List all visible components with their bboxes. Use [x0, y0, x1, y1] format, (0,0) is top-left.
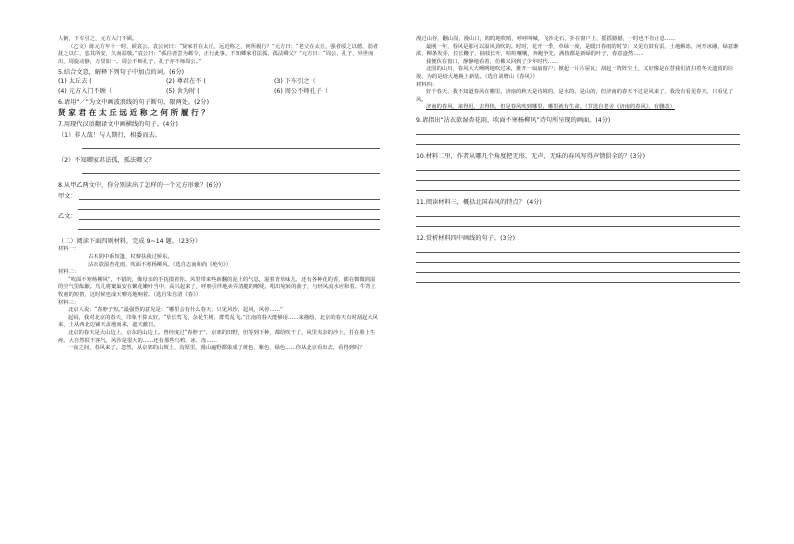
- label-yi: 乙文：: [58, 212, 77, 220]
- q5-opt4: (4) 元方入门不顾（: [58, 87, 113, 95]
- answer-line[interactable]: [416, 181, 740, 191]
- question-11: 11.阅读材料三，概括北国春风的特点？ (4分): [416, 198, 542, 206]
- material-1-title: 材料一：: [58, 246, 80, 253]
- answer-line[interactable]: [416, 207, 740, 217]
- material-4-underlined: 济南的春风，来得迟，去得快，但是春风吹到哪里，哪里就有生命。（节选自老舍《济南的春风》，有删改）: [426, 104, 675, 111]
- label-jia: 甲文：: [58, 192, 77, 200]
- answer-line[interactable]: [416, 135, 740, 145]
- right-column: [416, 36, 740, 283]
- material-3-para-1: 北京人说：“春脖子短。”最强烈的意见是：“哪里会有什么春天，只见风沙，起风，风停……”: [68, 307, 283, 314]
- answer-line[interactable]: [416, 125, 740, 135]
- material-3-cont-4: 北国的山川，春风大大咧咧地吹过来，推开一扇扇窗户；掀起一片片屋瓦；刮起一阵阵尘土，又好像是在替我们清扫着冬天遗留的垃圾，为的是给大地换上新装。（选自刘增山《春风》）: [416, 66, 734, 80]
- text-top: 人俯，下车引之，元方入门不顾。: [58, 36, 138, 42]
- question-9: 9.请指出“沾衣欲湿杏花雨，吹面不寒杨柳风”诗句所呈现的画面。(4分): [416, 116, 611, 124]
- text-yi: （乙文）陈元方年十一时，候袁公。袁公问曰：“贤家君在太丘，远近称之，何所履行？”元方曰：“老父在太丘，强者绥之以德，弱者抚之以仁，恣其所安，久而益敬。”袁公曰：“孤往者尝为邺令，正行此事。不知卿家君法孤，孤法卿父？”元方曰：“周公、孔子，异世而出，周旋动静，万里如一。周公不师孔子，孔子亦不师周公。”: [58, 43, 379, 65]
- q5-opt3: (3) 下车引之（: [274, 78, 316, 86]
- q5-opt5: (5) 舍为时 (: [166, 87, 200, 95]
- question-7: 7.用现代汉语翻译文中画横线的句子。(4分): [58, 121, 178, 129]
- answer-line[interactable]: [416, 161, 740, 171]
- question-6: 6.请用“／”为文中画波浪线的句子断句，限两处。(2分): [58, 99, 210, 107]
- material-2-title: 材料二：: [58, 269, 80, 276]
- q5-opt6: (6) 周公不师孔子（: [274, 87, 329, 95]
- answer-line[interactable]: [416, 217, 740, 227]
- answer-line[interactable]: [416, 243, 740, 253]
- question-5: 5.结合文意，解释下列句子中加点的词。(6分): [58, 69, 185, 77]
- answer-line[interactable]: [78, 200, 380, 210]
- material-3-title: 材料三：: [58, 299, 80, 306]
- answer-line[interactable]: [416, 171, 740, 181]
- answer-jia[interactable]: [58, 190, 380, 200]
- material-4-para-1: 好个春天，我不知道春风在哪里。济南的秋天是诗境的，是水的，是山的，但济南的春天不过是风来了，我没有看见春天，只看见了风。: [416, 89, 734, 103]
- material-3-para-2: 起码，我对北京的春天，印象不算太好。“草长莺飞，杂花生树，群莺乱飞。”江南的春天能够用……来描绘，北京的春天有时刮起大风来，土从西北边铺天盖地而来，遮天蔽日。: [58, 314, 378, 329]
- section-2-heading: （二）阅读下面四则材料，完成 9~14 题。（23分）: [58, 238, 202, 246]
- answer-line[interactable]: [78, 220, 380, 230]
- q7-item-1: （1）非人哉！与人期行，相委而去。: [58, 132, 161, 140]
- material-3-cont-3: 我便伏在窗口，静静地看着，仿佛又回到了少年时代……: [426, 58, 559, 65]
- material-3-para-3: 北京的春天是大山边上，京东的山边上。曾经度过“春脖子”，京郊的田野，但等到下种，都给吹干了，风里夹杂的沙土，打在脸上生疼。大自然很不客气，风沙是很大的……还有那些乌鸦、冰、冻……: [58, 329, 376, 344]
- q5-opt2: (2) 尊君在不 (: [166, 78, 206, 86]
- poem-line-2: 沾衣欲湿杏花雨，吹面不寒杨柳风。（选自志南和尚《绝句》）: [88, 261, 232, 268]
- q7-item-2: （2）不知卿家君法孤，孤法卿父？: [58, 157, 155, 165]
- q5-options-row1: [58, 77, 380, 87]
- answer-line[interactable]: [82, 140, 380, 149]
- question-10: 10.材料二里，作者从哪几个角度把无形、无声、无味的春风写得声情俱全的？(3分): [416, 152, 645, 160]
- q5-options-row2: [58, 87, 380, 97]
- answer-yi[interactable]: [58, 210, 380, 220]
- left-column: [58, 36, 380, 353]
- question-8: 8.从甲乙两文中，你分别读出了怎样的一个元方形象？(6分): [58, 182, 222, 190]
- answer-line[interactable]: [416, 253, 740, 263]
- material-2-text: “吹面不寒杨柳风”，不错的，像母亲的手抚摸着你。风里带来些新翻的泥土的气息，混着青草味儿，还有各种花的香，都在微微润湿的空气里酝酿。鸟儿将窠巢安在繁花嫩叶当中，高兴起来了，呼朋引伴地卖弄清脆的喉咙，唱出宛转的曲子，与轻风流水应和着。牛背上牧童的短笛，这时候也成天嘹亮地响着。（选自朱自清《春》）: [58, 276, 376, 298]
- q6-sentence: 贤 家 君 在 太 丘 远 近 称 之 何 所 履 行 ？: [58, 108, 209, 118]
- q5-opt1: (1) 太丘去 (: [58, 78, 92, 86]
- answer-line[interactable]: [416, 263, 740, 273]
- material-3-cont-2: 最刚一年，春风是那可以温风劲吹的。时时，花开一季，草绿一度，是暖日春雨的时节；又见有鼓有雷，土地解冻，河开冰融，绿意渐浓，柳条发芽，拉长鞭子，抽枝长叶，喧喧嚷嚷，奔跑争先，满枝都是新绿的叶子，春意盎然……: [416, 43, 739, 58]
- question-12: 12.赏析材料四中画线的句子。(3分): [416, 234, 516, 242]
- poem-line-1: 古木阴中系短篷，杖藜扶我过桥东。: [88, 253, 173, 260]
- material-3-cont-1: 漫过山谷，翻山岗，漫山口，呜呜地吹哨，呼呼叫喊，飞沙走石，扑在窗户上，摇摇撼撼，一时也不肯止息……: [416, 36, 676, 42]
- material-3-para-4: 一夜之间，春风来了。忽然，从京郊的山坡上、沟渠里，漫山遍野都染成了黄色、紫色、绿色……你从北京看出去，看得到吗？: [68, 345, 365, 352]
- answer-line[interactable]: [416, 273, 740, 283]
- material-4-title: 材料四：: [416, 81, 438, 88]
- answer-line[interactable]: [82, 165, 380, 174]
